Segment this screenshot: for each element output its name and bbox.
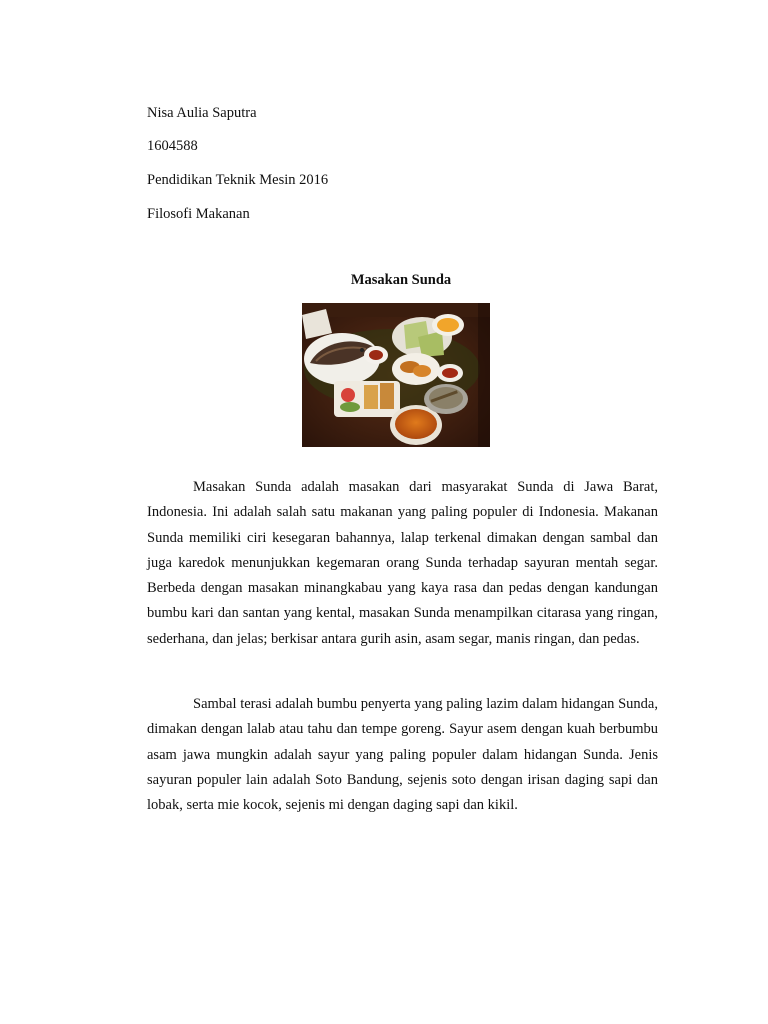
paragraph-2: Sambal terasi adalah bumbu penyerta yang paling lazim dalam hidangan Sunda, dimakan dengan lalab atau tahu dan tempe goreng. Sayur asem dengan kuah berbumbu asam jawa mungkin adalah sayur yang paling populer dalam hidangan Sunda. Jenis sayuran populer lain adalah Soto Bandung, sejenis soto dengan irisan daging sapi dan lobak, serta mie kocok, sejenis mi dengan daging sapi dan kikil. bbox=[147, 696, 658, 814]
study-program: Pendidikan Teknik Mesin 2016 bbox=[147, 172, 329, 188]
course-name: Filosofi Makanan bbox=[147, 206, 250, 222]
student-id: 1604588 bbox=[147, 138, 198, 154]
article-title: Masakan Sunda bbox=[350, 272, 452, 288]
paragraph-1: Masakan Sunda adalah masakan dari masyarakat Sunda di Jawa Barat, Indonesia. Ini adalah salah satu makanan yang paling populer di Indonesia. Makanan Sunda memiliki ciri kesegaran bahannya, lalap terkenal dimakan dengan sambal dan juga karedok menunjukkan kegemaran orang Sunda terhadap sayuran mentah segar. Berbeda dengan masakan minangkabau yang kaya rasa dan pedas dengan kandungan bumbu kari dan santan yang kental, masakan Sunda menampilkan citarasa yang ringan, sederhana, dan jelas; berkisar antara gurih asin, asam segar, manis ringan, dan pedas. bbox=[147, 479, 658, 647]
author-name: Nisa Aulia Saputra bbox=[147, 105, 257, 121]
sundanese-food-photo bbox=[302, 303, 490, 447]
